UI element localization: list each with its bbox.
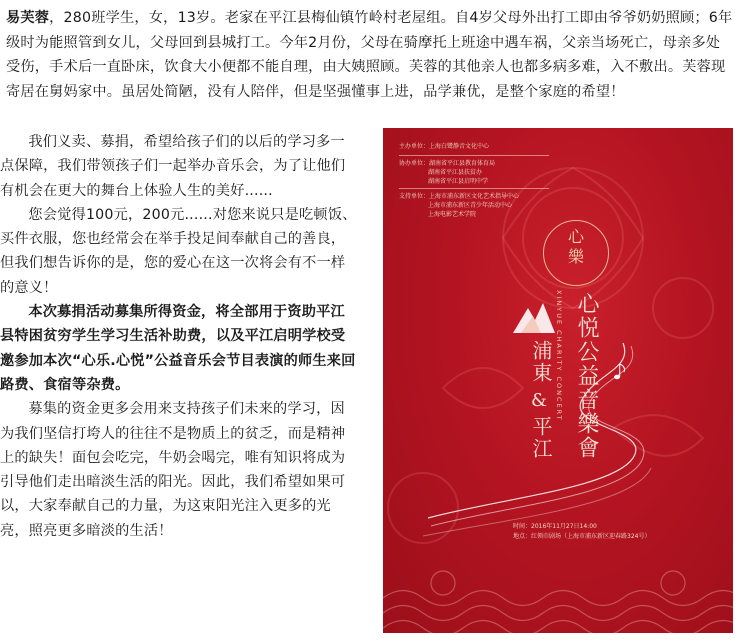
- concert-poster: [383, 128, 733, 633]
- seal-top-char: 心: [567, 227, 584, 246]
- organizer-line-4: 湖南省平江县启明中学: [428, 178, 489, 185]
- appeal-text: [0, 130, 358, 543]
- organizer-line-2: 协办单位：湖南省平江县教育体育局: [399, 160, 496, 167]
- appeal-paragraph-2: 您会觉得100元，200元......对您来说只是吃顿饭、买件衣服，您也经常会在举手投足间奉献自己的善良，但我们想告诉你的是，您的爱心在这一次将会有不一样的意义！: [0, 206, 357, 296]
- poster-divider: [399, 188, 549, 189]
- appeal-paragraph-4: 募集的资金更多会用来支持孩子们未来的学习，因为我们坚信打垮人的往往不是物质上的贫乏，而是精神上的缺失！面包会吃完，牛奶会喝完，唯有知识将成为引导他们走出暗淡生活的阳光。因此，我们希望如果可以，大家奉献自己的力量，为这束阳光注入更多的光亮，照亮更多暗淡的生活！: [0, 401, 346, 539]
- poster-title: 心悦公益音樂會: [574, 292, 599, 460]
- poster-place-2: 平江: [529, 416, 553, 460]
- organizer-line-6: 上海市浦东新区青少年活动中心: [428, 202, 513, 209]
- poster-ampersand: &: [531, 390, 550, 411]
- organizer-line-5: 支持单位：上海市浦东新区文化艺术指导中心: [399, 193, 520, 200]
- concert-venue: 地点：红领巾剧场（上海市浦东新区迎春路324号）: [513, 533, 651, 540]
- appeal-paragraph-1: 我们义卖、募捐，希望给孩子们的以后的学习多一点保障，我们带领孩子们一起举办音乐会，为了让他们有机会在更大的舞台上体验人生的美好......: [0, 134, 346, 199]
- intro-text: ，280班学生，女，13岁。老家在平江县梅仙镇竹岭村老屋组。自4岁父母外出打工即由爷爷奶奶照顾；6年级时为能照管到女儿，父母回到县城打工。今年2月份，父母在骑摩托上班途中遇车祸，父亲当场死亡，母亲多处受伤，手术后一直卧床，饮食大小便都不能自理，由大姨照顾。芙蓉的其他亲人也都多病多难，入不敷出。芙蓉现寄居在舅妈家中。虽居处简陋，没有人陪伴，但是坚强懂事上进，品学兼优，是整个家庭的希望！: [6, 10, 733, 100]
- poster-subtitle-en: XINYUE CHARITY CONCERT: [555, 290, 563, 422]
- organizer-line-1: 主办单位：上海白鹭静音文化中心: [399, 143, 490, 150]
- xinle-seal: [543, 220, 609, 286]
- student-name: 易芙蓉: [6, 10, 50, 26]
- appeal-paragraph-3: 本次募捐活动募集所得资金，将全部用于资助平江县特困贫穷学生学习生活补助费，以及平江启明学校受邀参加本次“心乐.心悦”公益音乐会节目表演的师生来回路费、食宿等杂费。: [0, 304, 356, 393]
- organizer-line-3: 湖南省平江县扶贫办: [428, 169, 483, 176]
- intro-paragraph: [6, 6, 734, 104]
- seal-bottom-char: 樂: [567, 247, 584, 266]
- concert-time: 时间：2016年11月27日14:00: [513, 523, 597, 530]
- organizer-line-7: 上海电影艺术学院: [428, 211, 477, 218]
- poster-place-1: 浦東: [529, 340, 553, 384]
- poster-divider: [399, 155, 549, 156]
